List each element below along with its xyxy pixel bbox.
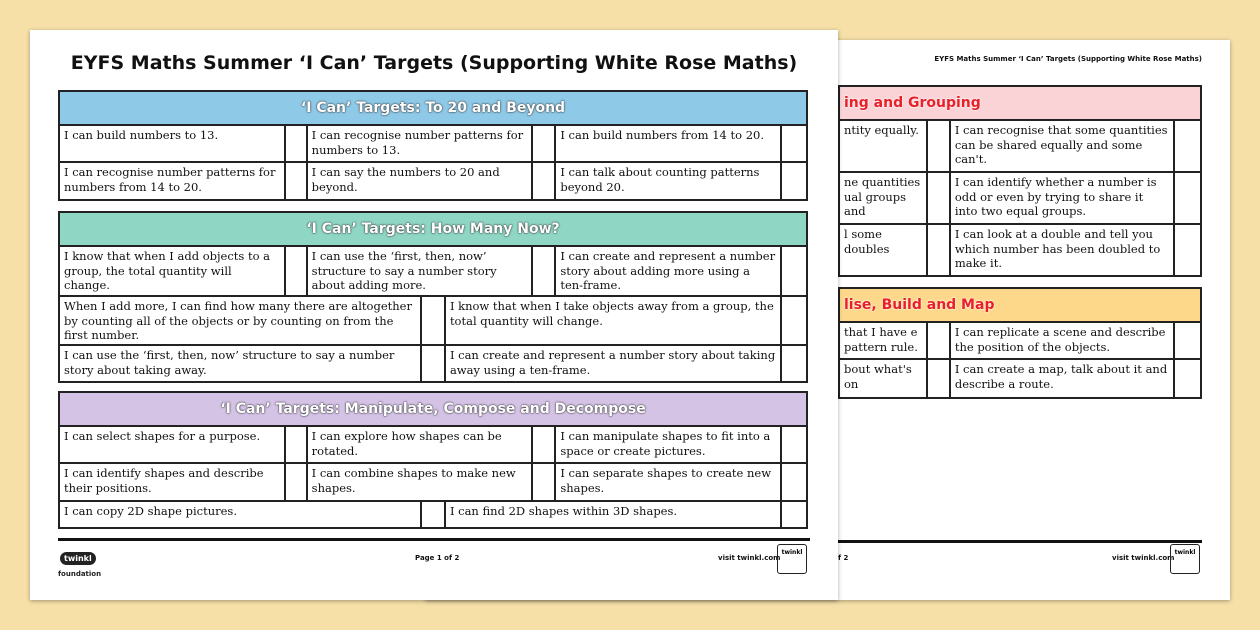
target-text: ntity equally. [844,123,919,137]
target-text: I can build numbers from 14 to 20. [560,128,764,142]
target-text: I can use the ‘first, then, now’ structure to say a number story about taking away. [64,348,395,377]
target-text: I can create and represent a number story about adding more using a ten-frame. [560,249,776,292]
page-number: Page 1 of 2 [415,554,460,562]
target-text: I can use the ‘first, then, now’ structure to say a number story about adding more. [311,249,497,292]
tick-box[interactable] [926,360,951,397]
tick-box[interactable] [420,297,446,344]
target-row [60,163,806,201]
page-title: EYFS Maths Summer ‘I Can’ Targets (Supporting White Rose Maths) [70,52,798,74]
target-row [60,502,806,529]
target-section [838,287,1202,399]
quality-badge-icon: twinkl [777,544,807,574]
tick-box[interactable] [926,225,951,275]
visit-link[interactable]: visit twinkl.com [1112,554,1175,562]
tick-box[interactable] [926,173,951,223]
tick-box[interactable] [1173,323,1200,358]
target-row [840,173,1200,225]
tick-box[interactable] [531,427,556,462]
tick-box[interactable] [531,163,556,199]
tick-box[interactable] [926,323,951,358]
target-text: I can create and represent a number story about taking away using a ten-frame. [449,348,776,377]
quality-badge-icon: twinkl [1170,544,1200,574]
target-text: I can say the numbers to 20 and beyond. [311,165,500,194]
target-text: I can explore how shapes can be rotated. [311,429,502,458]
target-text: that I have e pattern rule. [844,325,918,354]
visit-link[interactable]: visit twinkl.com [718,554,781,562]
target-text: When I add more, I can find how many there are altogether by counting all of the objects or by counting on from the first number. [64,299,412,342]
target-row [840,225,1200,277]
tick-box[interactable] [1173,225,1200,275]
target-section [58,391,808,529]
target-text: I can recognise number patterns for numbers to 13. [311,128,524,157]
twinkl-logo: twinkl [60,552,96,565]
tick-box[interactable] [284,126,308,161]
target-text: I can identify whether a number is odd or even by trying to share it into two equal groups. [954,175,1157,218]
target-row [60,346,806,383]
section-header: ing and Grouping [840,87,1200,121]
target-text: bout what's on [844,362,912,391]
target-text: I know that when I add objects to a group, the total quantity will change. [64,249,271,292]
target-row [60,464,806,502]
target-row [60,427,806,464]
section-header: lise, Build and Map [840,289,1200,323]
target-text: I can separate shapes to create new shapes. [560,466,772,495]
tick-box[interactable] [780,464,806,500]
target-text: I can combine shapes to make new shapes. [311,466,516,495]
tick-box[interactable] [420,346,446,381]
page-1 [30,30,838,600]
target-text: I know that when I take objects away from a group, the total quantity will change. [449,299,774,328]
target-text: ne quantities ual groups and [844,175,921,218]
footer-divider [58,538,810,541]
foundation-label: foundation [58,570,102,578]
section-header: ‘I Can’ Targets: Manipulate, Compose and Decompose [60,393,806,427]
tick-box[interactable] [780,297,806,344]
tick-box[interactable] [284,464,308,500]
target-text: I can build numbers to 13. [64,128,219,142]
tick-box[interactable] [284,163,308,199]
tick-box[interactable] [1173,360,1200,397]
target-row [840,360,1200,399]
section-header: ‘I Can’ Targets: How Many Now? [60,213,806,247]
page-number: f 2 [838,554,849,562]
target-text: I can look at a double and tell you which number has been doubled to make it. [954,227,1161,270]
target-text: I can replicate a scene and describe the position of the objects. [954,325,1166,354]
tick-box[interactable] [531,126,556,161]
target-text: I can manipulate shapes to fit into a space or create pictures. [560,429,771,458]
tick-box[interactable] [780,346,806,381]
tick-box[interactable] [780,247,806,295]
tick-box[interactable] [780,427,806,462]
target-text: I can copy 2D shape pictures. [64,504,237,518]
target-section [58,90,808,201]
target-row [60,247,806,297]
target-section [58,211,808,383]
target-text: I can identify shapes and describe their positions. [64,466,264,495]
tick-box[interactable] [420,502,446,527]
target-text: I can find 2D shapes within 3D shapes. [449,504,678,518]
target-row [840,121,1200,173]
tick-box[interactable] [780,163,806,199]
section-header: ‘I Can’ Targets: To 20 and Beyond [60,92,806,126]
tick-box[interactable] [531,247,556,295]
tick-box[interactable] [284,247,308,295]
tick-box[interactable] [780,126,806,161]
tick-box[interactable] [926,121,951,171]
target-text: I can talk about counting patterns beyond 20. [560,165,760,194]
target-row [60,297,806,346]
tick-box[interactable] [780,502,806,527]
target-section [838,85,1202,277]
target-text: I can select shapes for a purpose. [64,429,261,443]
tick-box[interactable] [531,464,556,500]
page-title: EYFS Maths Summer ‘I Can’ Targets (Supporting White Rose Maths) [934,55,1202,63]
target-text: I can recognise number patterns for numbers from 14 to 20. [64,165,276,194]
tick-box[interactable] [1173,173,1200,223]
target-row [840,323,1200,360]
tick-box[interactable] [284,427,308,462]
target-text: l some doubles [844,227,890,256]
tick-box[interactable] [1173,121,1200,171]
target-text: I can recognise that some quantities can be shared equally and some can't. [954,123,1168,166]
target-text: I can create a map, talk about it and describe a route. [954,362,1168,391]
target-row [60,126,806,163]
